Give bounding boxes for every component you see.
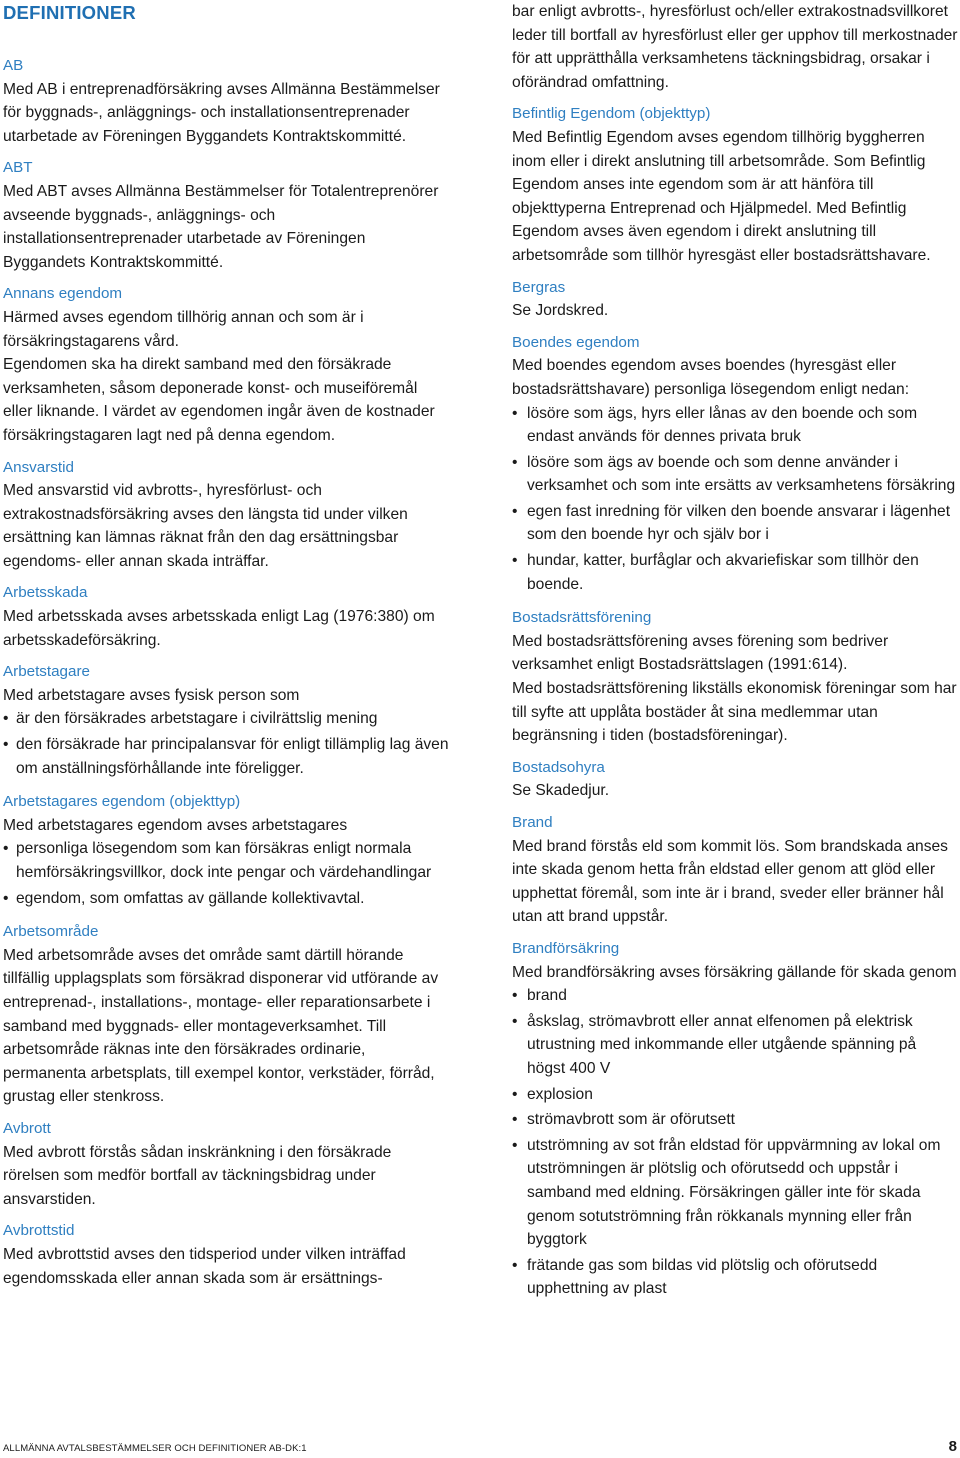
definition-text: Se Skadedjur. (512, 782, 610, 800)
definition-text: Med ansvarstid vid avbrotts-, hyresförlust- och extrakostnadsförsäkring avses den längsta tid under vilken ersättning kan lämnas räknat från den dag ersättningsbar egendoms- eller annan skada inträffar. (3, 482, 408, 570)
bullet-icon: • (512, 502, 518, 520)
definition-entry (512, 937, 958, 1301)
definition-text: Med brand förstås eld som kommit lös. Som brandskada anses inte skada genom hetta från eldstad eller genom att glöd eller upphettat föremål, som inte är i brand, sveder eller bränner hål utan att brand uppstår. (512, 837, 948, 926)
definition-text: Med AB i entreprenadförsäkring avses Allmänna Bestämmelser för byggnads-, anläggnings- och installationsentreprenader utarbetade av Föreningen Byggandets Kontraktskommitté. (3, 80, 440, 145)
list-item (3, 733, 450, 780)
definition-entry (3, 660, 450, 780)
list-item (512, 451, 958, 498)
definition-heading: Bostadsrättsförening (512, 609, 652, 627)
bullet-icon: • (512, 1256, 518, 1274)
list-item-text: brand (527, 987, 567, 1005)
list-item (512, 1134, 958, 1252)
definition-text: Se Jordskred. (512, 302, 609, 320)
definition-text: Med brandförsäkring avses försäkring gällande för skada genom (512, 963, 957, 981)
bullet-list (3, 707, 450, 780)
list-item (512, 984, 958, 1008)
list-item-text: frätande gas som bildas vid plötslig och oförutsedd upphettning av plast (527, 1256, 878, 1298)
definition-entry (512, 0, 958, 94)
list-item-text: personliga lösegendom som kan försäkras enligt normala hemförsäkringsvillkor, dock inte pengar och värdehandlingar (16, 840, 432, 881)
bullet-icon: • (512, 987, 518, 1005)
bullet-icon: • (3, 889, 9, 907)
bullet-icon: • (512, 1136, 518, 1154)
list-item-text: explosion (527, 1085, 593, 1103)
definition-text: Med Befintlig Egendom avses egendom tillhörig byggherren inom eller i direkt anslutning till arbetsområde. Som Befintlig Egendom anses inte egendom som är att hänföra till objekttyperna Entreprenad och Hjälpmedel. Med Befintlig Egendom avses även egendom i direkt anslutning till arbetsområde som tillhör hyresgäst eller bostadsrättshavare. (512, 128, 931, 264)
list-item (512, 1108, 958, 1132)
bullet-icon: • (512, 552, 518, 570)
page-title: DEFINITIONER (3, 2, 136, 23)
list-item (512, 549, 958, 596)
bullet-icon: • (512, 1012, 518, 1030)
bullet-icon: • (512, 1111, 518, 1129)
list-item-text: lösöre som ägs, hyrs eller lånas av den boende och som endast används för dennes privata bruk (527, 404, 918, 446)
definition-heading: Annans egendom (3, 285, 123, 303)
page-number: 8 (948, 1438, 957, 1455)
definition-text: Med avbrott förstås sådan inskränkning i den försäkrade rörelsen som medför bortfall av täckningsbidrag under ansvarstiden. (3, 1143, 392, 1208)
definition-text: Med arbetsområde avses det område samt därtill hörande tillfällig upplagsplats som försäkrad disponerar vid utförande av entreprenad-, installations-, montage- eller reparationsarbete i samband med byggnads- eller montageverksamhet. Till arbetsområde räknas inte den försäkrades ordinarie, permanenta arbetsplats, till exempel kontor, verkstäder, förråd, grustag eller stenkross. (3, 946, 439, 1106)
definition-heading: Ansvarstid (3, 458, 74, 476)
list-item-text: är den försäkrades arbetstagare i civilrättslig mening (16, 710, 378, 728)
definition-text: Härmed avses egendom tillhörig annan och som är i försäkringstagarens vård. (3, 308, 364, 350)
definition-entry (3, 54, 450, 148)
bullet-list (512, 402, 958, 597)
definition-heading: Arbetsområde (3, 923, 99, 941)
definition-text: Med bostadsrättsförening avses förening som bedriver verksamhet enligt Bostadsrättslagen (1991:614). (512, 632, 889, 674)
left-column (3, 54, 450, 1290)
list-item-text: lösöre som ägs av boende och som denne använder i verksamhet och som inte ersätts av verksamhetens försäkring (527, 453, 956, 495)
definition-heading: Arbetstagares egendom (objekttyp) (3, 793, 241, 811)
definition-entry (512, 102, 958, 267)
definition-text: bar enligt avbrotts-, hyresförlust och/eller extrakostnadsvillkoret leder till bortfall av hyresförlust eller ger upphov till merkostnader för att upprätthålla verksamhetens täckningsbidrag, orsakar i oförändrad omfattning. (512, 3, 958, 91)
list-item (512, 1010, 958, 1081)
list-item (3, 707, 450, 731)
definition-entry (3, 581, 450, 652)
definition-entry (3, 920, 450, 1109)
bullet-icon: • (512, 404, 518, 422)
definition-entry (3, 790, 450, 910)
definition-entry (3, 156, 450, 274)
definition-text: Med bostadsrättsförening likställs ekonomisk föreningar som har till syfte att upplåta bostäder åt sina medlemmar utan begränsning i tiden (bostadsföreningar). (512, 680, 957, 745)
bullet-icon: • (3, 840, 9, 858)
bullet-list (3, 837, 450, 910)
definition-heading: Avbrottstid (3, 1222, 75, 1240)
definition-heading: Arbetstagare (3, 663, 90, 681)
definition-heading: AB (3, 57, 24, 74)
definition-heading: Boendes egendom (512, 333, 640, 351)
definition-entry (512, 756, 958, 803)
definition-heading: Brandförsäkring (512, 939, 620, 957)
list-item (512, 1083, 958, 1107)
list-item-text: hundar, katter, burfåglar och akvariefiskar som tillhör den boende. (527, 552, 919, 593)
bullet-icon: • (3, 736, 9, 754)
footer-text: ALLMÄNNA AVTALSBESTÄMMELSER OCH DEFINITIONER AB-DK:1 (3, 1443, 307, 1454)
definition-text: Med boendes egendom avses boendes (hyresgäst eller bostadsrättshavare) personliga lösegendom enligt nedan: (512, 357, 910, 398)
definition-text: Med ABT avses Allmänna Bestämmelser för Totalentreprenörer avseende byggnads-, anläggnings- och installationsentreprenader utarbetade av Föreningen Byggandets Kontraktskommitté. (3, 182, 439, 271)
bullet-icon: • (512, 1085, 518, 1103)
list-item (512, 500, 958, 547)
definition-entry (512, 331, 958, 597)
list-item-text: åskslag, strömavbrott eller annat elfenomen på elektrisk utrustning med inkommande eller utgående spänning på högst 400 V (527, 1012, 917, 1077)
definition-text: Med arbetsskada avses arbetsskada enligt Lag (1976:380) om arbetsskadeförsäkring. (3, 608, 435, 649)
definition-entry (3, 1117, 450, 1211)
definition-heading: Arbetsskada (3, 584, 88, 602)
bullet-icon: • (512, 453, 518, 471)
definition-entry (3, 456, 450, 574)
right-column (512, 0, 958, 1303)
list-item-text: egen fast inredning för vilken den boende ansvarar i lägenhet som den boende hyr och själv bor i (527, 502, 951, 544)
definition-entry (512, 811, 958, 929)
list-item (512, 1254, 958, 1301)
list-item-text: egendom, som omfattas av gällande kollektivavtal. (16, 889, 365, 907)
definition-entry (512, 606, 958, 748)
definition-text: Med arbetstagare avses fysisk person som (3, 686, 300, 704)
list-item-text: den försäkrade har principalansvar för enligt tillämplig lag även om anställningsförhållande inte föreligger. (16, 736, 449, 777)
list-item (3, 887, 450, 911)
definition-heading: Bostadsohyra (512, 758, 605, 776)
definition-heading: Befintlig Egendom (objekttyp) (512, 105, 711, 123)
bullet-list (512, 984, 958, 1301)
definition-heading: Bergras (512, 278, 566, 296)
definition-entry (512, 276, 958, 323)
definition-heading: Avbrott (3, 1119, 51, 1137)
definition-heading: Brand (512, 814, 553, 831)
bullet-icon: • (3, 710, 9, 728)
definition-heading: ABT (3, 159, 33, 177)
list-item-text: strömavbrott som är oförutsett (527, 1111, 735, 1129)
list-item (512, 402, 958, 449)
definition-text: Med arbetstagares egendom avses arbetstagares (3, 816, 348, 834)
definition-entry (3, 282, 450, 447)
list-item-text: utströmning av sot från eldstad för uppvärmning av lokal om utströmningen är plötslig och oförutsedd och uppstår i samband med eldning. Försäkringen gäller inte för skada genom sotutströmning från rökkanals mynning eller från byggtork (527, 1136, 941, 1249)
definition-text: Med avbrottstid avses den tidsperiod under vilken inträffad egendomsskada eller annan skada som är ersättnings- (3, 1245, 406, 1287)
definition-entry (3, 1219, 450, 1290)
list-item (3, 837, 450, 884)
definition-text: Egendomen ska ha direkt samband med den försäkrade verksamheten, såsom deponerade konst- och museiföremål eller liknande. I värdet av egendomen ingår även de kostnader försäkringstagaren lagt ned på denna egendom. (3, 356, 435, 444)
